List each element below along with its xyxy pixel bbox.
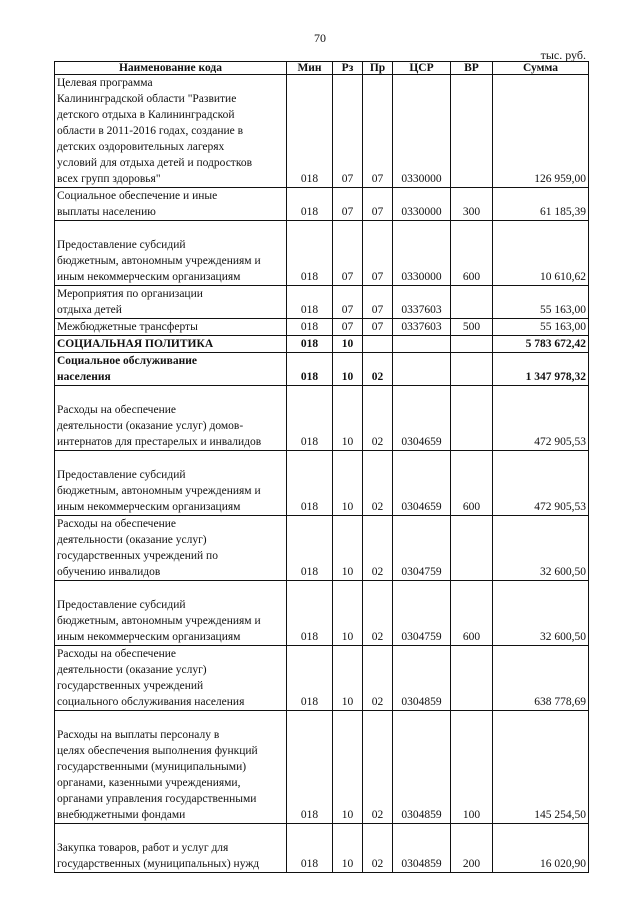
cell-rz: 10 (333, 353, 363, 386)
cell-vr (451, 336, 493, 353)
table-row (55, 286, 589, 319)
cell-vr (451, 75, 493, 188)
header-rz: Рз (333, 62, 363, 75)
cell-name: Предоставление субсидий бюджетным, автономным учреждениям и иным некоммерческим организациям (55, 581, 287, 646)
cell-min: 018 (287, 386, 333, 451)
cell-min: 018 (287, 451, 333, 516)
cell-rz: 10 (333, 581, 363, 646)
cell-vr (451, 646, 493, 711)
page-number: 70 (314, 31, 326, 45)
cell-pr (363, 336, 393, 353)
header-min: Мин (287, 62, 333, 75)
cell-min: 018 (287, 646, 333, 711)
cell-min: 018 (287, 824, 333, 873)
table-row (55, 451, 589, 516)
cell-csr: 0304659 (393, 451, 451, 516)
cell-vr: 600 (451, 221, 493, 286)
cell-pr: 07 (363, 319, 393, 336)
cell-rz: 07 (333, 75, 363, 188)
cell-min: 018 (287, 286, 333, 319)
cell-vr (451, 353, 493, 386)
cell-vr (451, 286, 493, 319)
header-name: Наименование кода (55, 62, 287, 75)
cell-pr: 02 (363, 824, 393, 873)
table-header-row (55, 62, 589, 75)
cell-rz: 07 (333, 319, 363, 336)
cell-rz: 10 (333, 451, 363, 516)
cell-min: 018 (287, 221, 333, 286)
cell-csr: 0330000 (393, 75, 451, 188)
cell-min: 018 (287, 516, 333, 581)
cell-pr: 07 (363, 188, 393, 221)
cell-pr: 02 (363, 581, 393, 646)
cell-pr: 02 (363, 386, 393, 451)
cell-vr (451, 516, 493, 581)
header-vr: ВР (451, 62, 493, 75)
cell-sum: 10 610,62 (493, 221, 589, 286)
cell-pr: 02 (363, 711, 393, 824)
cell-vr (451, 386, 493, 451)
cell-csr: 0330000 (393, 221, 451, 286)
cell-sum: 32 600,50 (493, 516, 589, 581)
cell-name: Расходы на обеспечение деятельности (оказание услуг) домов- интернатов для престарелых и инвалидов (55, 386, 287, 451)
cell-csr: 0304759 (393, 581, 451, 646)
cell-sum: 55 163,00 (493, 319, 589, 336)
cell-vr: 500 (451, 319, 493, 336)
cell-vr: 100 (451, 711, 493, 824)
cell-csr: 0304859 (393, 646, 451, 711)
cell-csr: 0337603 (393, 319, 451, 336)
cell-rz: 10 (333, 646, 363, 711)
cell-pr: 07 (363, 221, 393, 286)
cell-csr: 0337603 (393, 286, 451, 319)
cell-sum: 145 254,50 (493, 711, 589, 824)
cell-rz: 07 (333, 221, 363, 286)
cell-vr: 200 (451, 824, 493, 873)
cell-pr: 02 (363, 646, 393, 711)
cell-rz: 07 (333, 188, 363, 221)
cell-name: Мероприятия по организации отдыха детей (55, 286, 287, 319)
cell-sum: 126 959,00 (493, 75, 589, 188)
cell-csr: 0330000 (393, 188, 451, 221)
cell-sum: 638 778,69 (493, 646, 589, 711)
cell-pr: 07 (363, 286, 393, 319)
table-row (55, 824, 589, 873)
cell-pr: 02 (363, 516, 393, 581)
cell-rz: 10 (333, 516, 363, 581)
cell-name: Межбюджетные трансферты (55, 319, 287, 336)
cell-sum: 472 905,53 (493, 451, 589, 516)
cell-name: СОЦИАЛЬНАЯ ПОЛИТИКА (55, 336, 287, 353)
cell-csr (393, 353, 451, 386)
units-label: тыс. руб. (540, 48, 586, 62)
cell-rz: 10 (333, 336, 363, 353)
cell-name: Предоставление субсидий бюджетным, автономным учреждениям и иным некоммерческим организациям (55, 451, 287, 516)
table-row (55, 386, 589, 451)
cell-min: 018 (287, 581, 333, 646)
table-row (55, 353, 589, 386)
cell-min: 018 (287, 711, 333, 824)
cell-name: Целевая программа Калининградской области "Развитие детского отдыха в Калининградской области в 2011-2016 годах, создание в детских оздоровительных лагерях условий для отдыха детей и подростков всех групп здоровья" (55, 75, 287, 188)
header-pr: Пр (363, 62, 393, 75)
cell-pr: 02 (363, 451, 393, 516)
cell-sum: 16 020,90 (493, 824, 589, 873)
cell-pr: 07 (363, 75, 393, 188)
table-row (55, 581, 589, 646)
table-row (55, 319, 589, 336)
cell-vr: 600 (451, 451, 493, 516)
cell-csr: 0304759 (393, 516, 451, 581)
cell-pr: 02 (363, 353, 393, 386)
cell-csr (393, 336, 451, 353)
header-csr: ЦСР (393, 62, 451, 75)
cell-rz: 10 (333, 386, 363, 451)
table-row (55, 336, 589, 353)
cell-min: 018 (287, 353, 333, 386)
cell-sum: 61 185,39 (493, 188, 589, 221)
cell-name: Закупка товаров, работ и услуг для государственных (муниципальных) нужд (55, 824, 287, 873)
cell-name: Расходы на обеспечение деятельности (оказание услуг) государственных учреждений по обучению инвалидов (55, 516, 287, 581)
cell-rz: 07 (333, 286, 363, 319)
cell-sum: 1 347 978,32 (493, 353, 589, 386)
cell-sum: 472 905,53 (493, 386, 589, 451)
cell-csr: 0304859 (393, 824, 451, 873)
cell-name: Расходы на обеспечение деятельности (оказание услуг) государственных учреждений социального обслуживания населения (55, 646, 287, 711)
cell-rz: 10 (333, 824, 363, 873)
cell-vr: 600 (451, 581, 493, 646)
table-row (55, 75, 589, 188)
table-row (55, 221, 589, 286)
cell-csr: 0304859 (393, 711, 451, 824)
cell-sum: 32 600,50 (493, 581, 589, 646)
table-row (55, 711, 589, 824)
cell-name: Предоставление субсидий бюджетным, автономным учреждениям и иным некоммерческим организациям (55, 221, 287, 286)
cell-name: Социальное обслуживание населения (55, 353, 287, 386)
header-sum: Сумма (493, 62, 589, 75)
cell-min: 018 (287, 319, 333, 336)
cell-csr: 0304659 (393, 386, 451, 451)
table-row (55, 646, 589, 711)
cell-min: 018 (287, 336, 333, 353)
cell-rz: 10 (333, 711, 363, 824)
table-row (55, 516, 589, 581)
cell-vr: 300 (451, 188, 493, 221)
cell-name: Расходы на выплаты персоналу в целях обеспечения выполнения функций государственными (муниципальными) органами, казенными учреждениями, органами управления государственными внебюджетными фондами (55, 711, 287, 824)
cell-sum: 55 163,00 (493, 286, 589, 319)
cell-min: 018 (287, 188, 333, 221)
cell-name: Социальное обеспечение и иные выплаты населению (55, 188, 287, 221)
table-row (55, 188, 589, 221)
cell-min: 018 (287, 75, 333, 188)
cell-sum: 5 783 672,42 (493, 336, 589, 353)
budget-table (54, 61, 589, 873)
